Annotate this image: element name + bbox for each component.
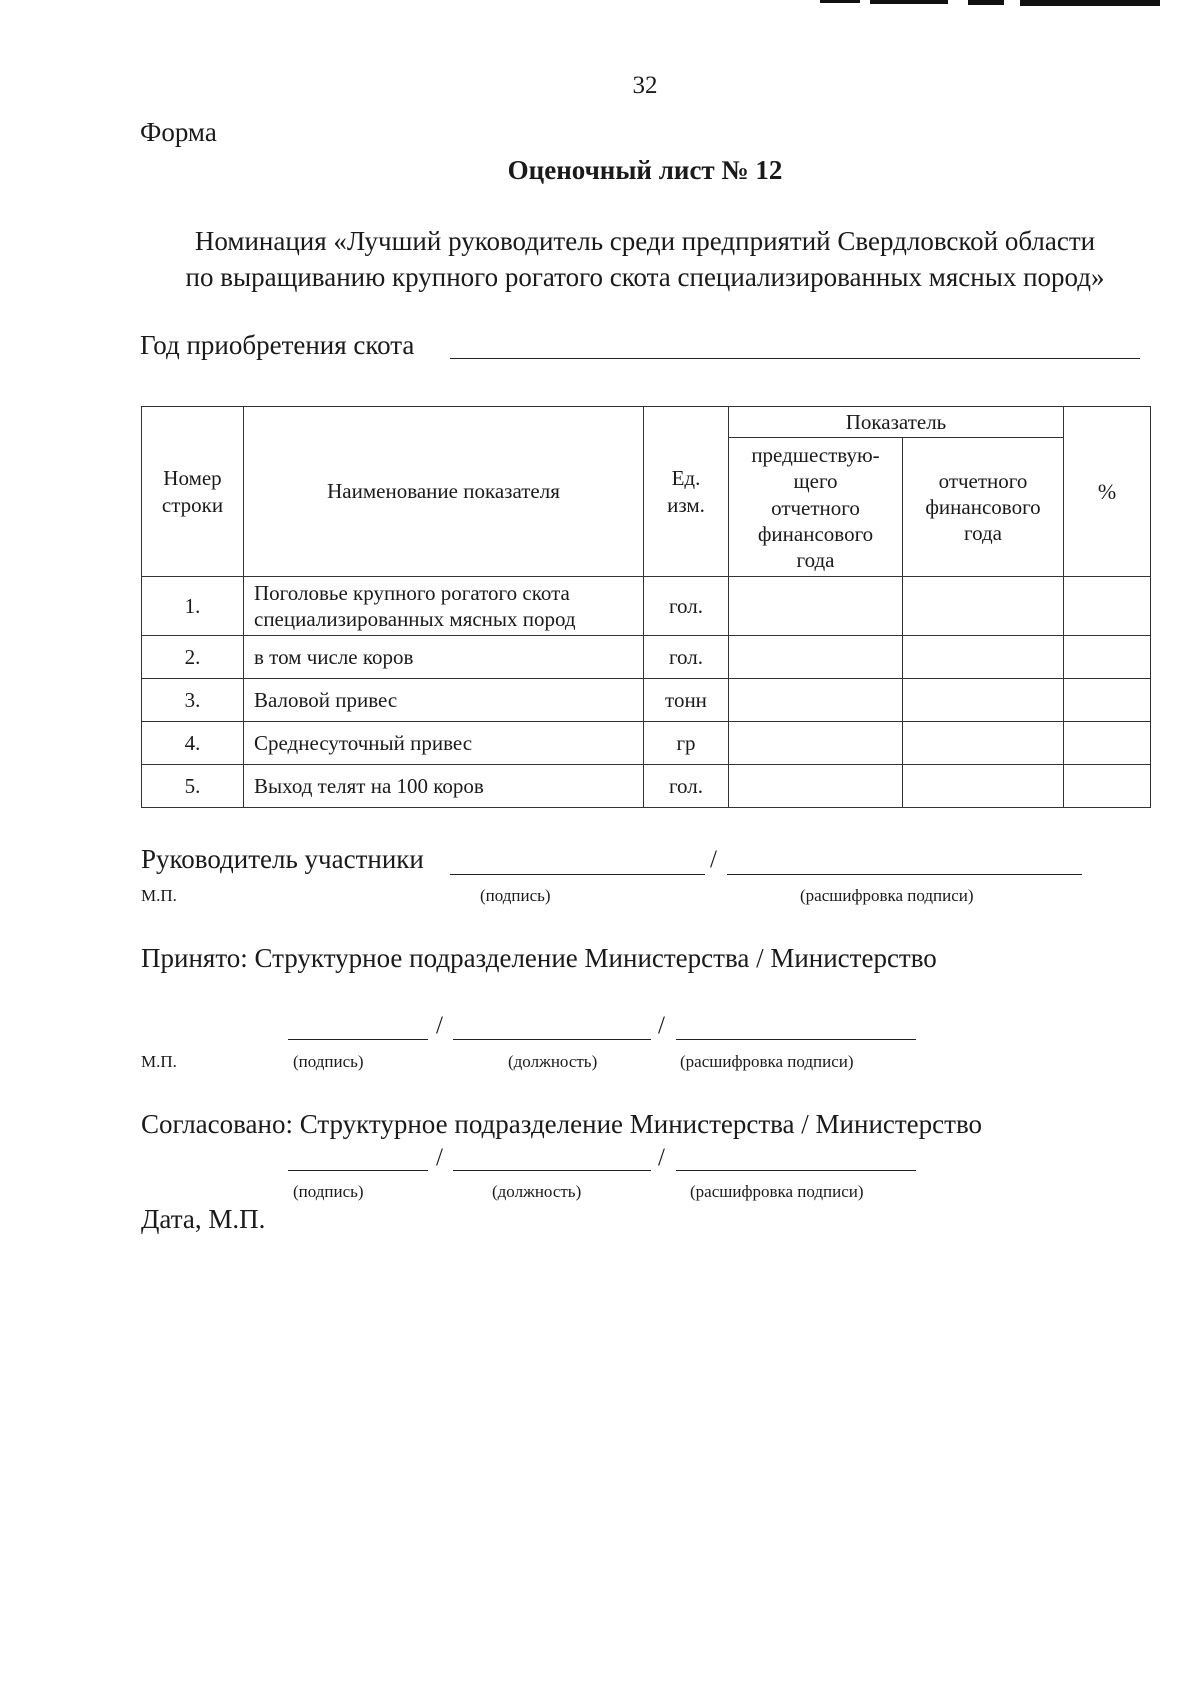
table-row bbox=[142, 765, 1151, 808]
cell-percent[interactable] bbox=[1064, 679, 1151, 722]
scan-artifact bbox=[820, 0, 860, 3]
signature-caption: (подпись) bbox=[293, 1052, 364, 1071]
table-row bbox=[142, 636, 1151, 679]
participant-decoding-line[interactable] bbox=[727, 874, 1082, 875]
scan-artifact bbox=[870, 0, 948, 4]
row-unit: гол. bbox=[644, 577, 729, 636]
row-number: 1. bbox=[142, 577, 244, 636]
scan-artifact bbox=[1020, 0, 1160, 6]
indicators-table bbox=[141, 406, 1151, 808]
agreed-label: Согласовано: Структурное подразделение Министерства / Министерство bbox=[141, 1109, 983, 1139]
separator-slash: / bbox=[436, 1144, 443, 1171]
decoding-caption: (расшифровка подписи) bbox=[680, 1052, 854, 1071]
header-previous-year: предшествую- щего отчетного финансового года bbox=[729, 438, 903, 577]
agreed-position-line[interactable] bbox=[453, 1170, 651, 1171]
cell-percent[interactable] bbox=[1064, 636, 1151, 679]
page-number: 32 bbox=[632, 72, 658, 99]
separator-slash: / bbox=[436, 1012, 443, 1039]
header-row-number: Номер строки bbox=[142, 407, 244, 577]
decoding-caption: (расшифровка подписи) bbox=[690, 1182, 864, 1201]
year-input-line[interactable] bbox=[450, 358, 1140, 359]
table-row bbox=[142, 722, 1151, 765]
cell-percent[interactable] bbox=[1064, 577, 1151, 636]
cell-previous-year[interactable] bbox=[729, 765, 903, 808]
cell-previous-year[interactable] bbox=[729, 722, 903, 765]
header-percent: % bbox=[1064, 407, 1151, 577]
cell-previous-year[interactable] bbox=[729, 679, 903, 722]
row-number: 3. bbox=[142, 679, 244, 722]
row-unit: тонн bbox=[644, 679, 729, 722]
row-name: Выход телят на 100 коров bbox=[244, 765, 644, 808]
agreed-signature-line[interactable] bbox=[288, 1170, 428, 1171]
row-number: 5. bbox=[142, 765, 244, 808]
nomination-line-2: по выращиванию крупного рогатого скота специализированных мясных пород» bbox=[185, 262, 1105, 292]
cell-current-year[interactable] bbox=[903, 722, 1064, 765]
cell-previous-year[interactable] bbox=[729, 636, 903, 679]
cell-current-year[interactable] bbox=[903, 636, 1064, 679]
signature-caption: (подпись) bbox=[293, 1182, 364, 1201]
row-number: 4. bbox=[142, 722, 244, 765]
table-row bbox=[142, 679, 1151, 722]
row-name: Поголовье крупного рогатого скота специализированных мясных пород bbox=[244, 577, 644, 636]
separator-slash: / bbox=[658, 1012, 665, 1039]
cell-current-year[interactable] bbox=[903, 577, 1064, 636]
form-label: Форма bbox=[140, 117, 217, 147]
cell-percent[interactable] bbox=[1064, 722, 1151, 765]
decoding-caption: (расшифровка подписи) bbox=[800, 886, 974, 905]
row-unit: гол. bbox=[644, 636, 729, 679]
agreed-decoding-line[interactable] bbox=[676, 1170, 916, 1171]
accepted-decoding-line[interactable] bbox=[676, 1039, 916, 1040]
header-indicator-group: Показатель bbox=[729, 407, 1064, 438]
position-caption: (должность) bbox=[508, 1052, 598, 1071]
separator-slash: / bbox=[710, 846, 717, 873]
accepted-position-line[interactable] bbox=[453, 1039, 651, 1040]
header-unit: Ед. изм. bbox=[644, 407, 729, 577]
position-caption: (должность) bbox=[492, 1182, 582, 1201]
accepted-label: Принято: Структурное подразделение Министерства / Министерство bbox=[141, 943, 937, 973]
header-current-year: отчетного финансового года bbox=[903, 438, 1064, 577]
accepted-signature-line[interactable] bbox=[288, 1039, 428, 1040]
stamp-place-label: М.П. bbox=[141, 1052, 177, 1071]
participant-signature-line[interactable] bbox=[450, 874, 705, 875]
row-unit: гр bbox=[644, 722, 729, 765]
scan-artifact bbox=[968, 0, 1004, 5]
row-number: 2. bbox=[142, 636, 244, 679]
nomination-line-1: Номинация «Лучший руководитель среди предприятий Свердловской области bbox=[194, 226, 1096, 256]
stamp-place-label: М.П. bbox=[141, 886, 177, 905]
row-name: Среднесуточный привес bbox=[244, 722, 644, 765]
table-header-row bbox=[142, 407, 1151, 438]
date-label: Дата, М.П. bbox=[141, 1204, 266, 1234]
cell-current-year[interactable] bbox=[903, 765, 1064, 808]
table-row bbox=[142, 577, 1151, 636]
year-label: Год приобретения скота bbox=[140, 330, 415, 360]
separator-slash: / bbox=[658, 1144, 665, 1171]
row-name: Валовой привес bbox=[244, 679, 644, 722]
header-indicator-name: Наименование показателя bbox=[244, 407, 644, 577]
row-name: в том числе коров bbox=[244, 636, 644, 679]
cell-previous-year[interactable] bbox=[729, 577, 903, 636]
row-unit: гол. bbox=[644, 765, 729, 808]
participant-head-label: Руководитель участники bbox=[141, 844, 424, 874]
document-title: Оценочный лист № 12 bbox=[507, 155, 783, 185]
cell-percent[interactable] bbox=[1064, 765, 1151, 808]
signature-caption: (подпись) bbox=[480, 886, 551, 905]
cell-current-year[interactable] bbox=[903, 679, 1064, 722]
